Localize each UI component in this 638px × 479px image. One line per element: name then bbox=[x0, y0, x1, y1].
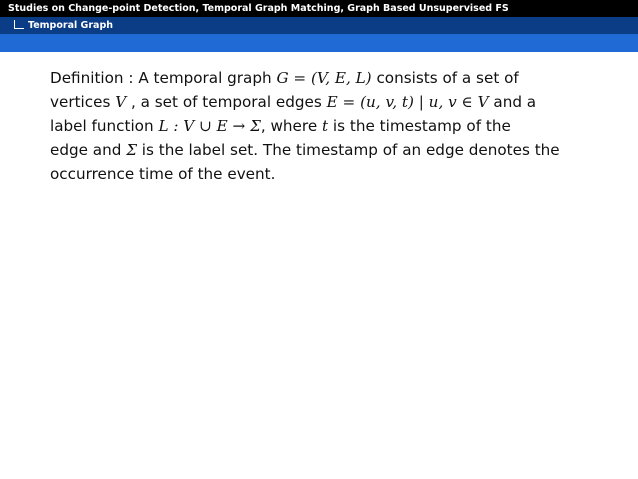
presentation-title: Studies on Change-point Detection, Temporal Graph Matching, Graph Based Unsupervised FS bbox=[8, 3, 509, 14]
definition-line-5 bbox=[50, 162, 610, 186]
text: label function bbox=[50, 117, 159, 135]
presentation-title-bar bbox=[0, 0, 638, 17]
text: edge and bbox=[50, 141, 127, 159]
definition-line-4 bbox=[50, 138, 610, 162]
math-timestamp: t bbox=[322, 117, 329, 135]
math-label-set: Σ bbox=[126, 141, 137, 159]
definition-line-2 bbox=[50, 90, 610, 114]
math-temporal-graph: G = (V, E, L) bbox=[276, 69, 372, 87]
text: and a bbox=[488, 93, 537, 111]
definition-line-3 bbox=[50, 114, 610, 138]
text: Definition : A temporal graph bbox=[50, 69, 277, 87]
tree-corner-icon bbox=[14, 20, 24, 29]
header-accent-band bbox=[0, 34, 638, 52]
text: vertices bbox=[50, 93, 116, 111]
math-label-function: L : V ∪ E → Σ bbox=[158, 117, 261, 135]
text: consists of a set of bbox=[371, 69, 519, 87]
math-vertices: V bbox=[115, 93, 127, 111]
section-title-bar bbox=[0, 17, 638, 34]
definition-line-1 bbox=[50, 66, 610, 90]
text: is the timestamp of the bbox=[328, 117, 511, 135]
section-title: Temporal Graph bbox=[28, 20, 114, 31]
math-edges: E = (u, v, t) | u, v ∈ V bbox=[326, 93, 489, 111]
text: is the label set. The timestamp of an edge denotes the bbox=[136, 141, 560, 159]
text: occurrence time of the event. bbox=[50, 165, 276, 183]
definition-block bbox=[50, 66, 610, 186]
text: , where bbox=[260, 117, 322, 135]
text: , a set of temporal edges bbox=[126, 93, 327, 111]
